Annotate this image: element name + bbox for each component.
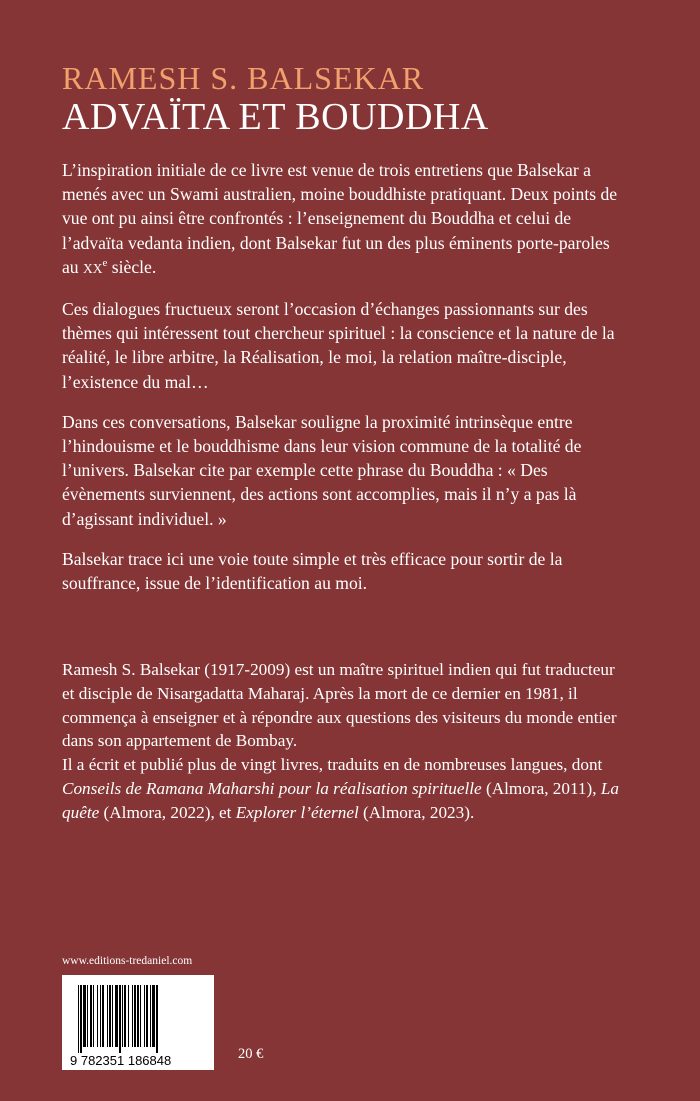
- barcode-bar: [122, 985, 123, 1047]
- barcode-bar: [134, 985, 136, 1047]
- bio-paragraph-1: Ramesh S. Balsekar (1917-2009) est un maître spirituel indien qui fut traducteur et disciple de Nisargadatta Maharaj. Après la mort de ce dernier en 1981, il commença à enseigner et à répondre aux questions des visiteurs du monde entier dans son appartement de Bombay.: [62, 660, 617, 751]
- barcode-bar: [115, 985, 118, 1047]
- barcode-bar: [119, 985, 121, 1053]
- book-title: ADVAÏTA ET BOUDDHA: [62, 96, 489, 138]
- barcode-bar: [87, 985, 88, 1047]
- barcode-bar: [100, 985, 101, 1047]
- barcode-bar: [137, 985, 139, 1047]
- barcode-bar: [107, 985, 108, 1047]
- publisher-website: www.editions-tredaniel.com: [62, 955, 193, 967]
- barcode-bar: [124, 985, 126, 1047]
- barcode-bar: [156, 985, 158, 1053]
- barcode-bar: [83, 985, 86, 1047]
- author-biography: [62, 658, 622, 825]
- bio-paragraph-2: Il a écrit et publié plus de vingt livres, traduits en de nombreuses langues, dont Conseils de Ramana Maharshi pour la réalisation spirituelle (Almora, 2011), La quête (Almora, 2022), et Explorer l’éternel (Almora, 2023).: [62, 755, 619, 822]
- barcode-bar: [80, 985, 82, 1053]
- barcode-bar: [93, 985, 94, 1047]
- century-superscript: e: [102, 256, 108, 269]
- price: 20 €: [238, 1046, 264, 1062]
- barcode-bar: [128, 985, 129, 1047]
- book-title-1: Conseils de Ramana Maharshi pour la réalisation spirituelle: [62, 778, 482, 798]
- barcode-bar: [97, 985, 98, 1047]
- isbn-barcode: [62, 975, 214, 1070]
- blurb-paragraph-4: Balsekar trace ici une voie toute simple et très efficace pour sortir de la souffrance, issue de l’identification au moi.: [62, 548, 563, 594]
- barcode-bar: [146, 985, 148, 1047]
- blurb-paragraph-3: Dans ces conversations, Balsekar souligne la proximité intrinsèque entre l’hindouisme et le bouddhisme dans leur vision commune de la totalité de l’univers. Balsekar cite par exemple cette phrase du Bouddha : « Des évènements surviennent, des actions sont accomplies, mais il n’y a pas là d’agissant individuel. »: [62, 411, 582, 529]
- barcode-bar: [112, 985, 113, 1047]
- blurb-paragraph-1: L’inspiration initiale de ce livre est venue de trois entretiens que Balsekar a menés avec un Swami australien, moine bouddhiste pratiquant. Deux points de vue ont pu ainsi être confrontés : l’enseignement du Bouddha et celui de l’advaïta vedanta indien, dont Balsekar fut un des plus éminents porte-paroles au XXe siècle.: [62, 160, 618, 277]
- barcode-bar: [144, 985, 145, 1047]
- isbn-number: 9 782351 186848: [70, 1053, 172, 1068]
- book-title-3: Explorer l’éternel: [235, 802, 359, 822]
- barcode-bar: [102, 985, 104, 1047]
- blurb: [62, 158, 622, 611]
- century-numeral: XX: [83, 260, 103, 276]
- book-title-2: La quête: [62, 778, 619, 822]
- barcode-bar: [78, 985, 79, 1053]
- barcode-bar: [140, 985, 141, 1047]
- author-name: RAMESH S. BALSEKAR: [62, 60, 425, 96]
- barcode-bar: [132, 985, 133, 1047]
- barcode-bar: [90, 985, 92, 1047]
- barcode-bar: [150, 985, 151, 1047]
- blurb-paragraph-2: Ces dialogues fructueux seront l’occasion d’échanges passionnants sur des thèmes qui intéressent tout chercheur spirituel : la conscience et la nature de la réalité, le libre arbitre, la Réalisation, le moi, la relation maître-disciple, l’existence du mal…: [62, 299, 615, 392]
- barcode-bar: [109, 985, 111, 1047]
- barcode-graphic: [62, 975, 214, 1070]
- barcode-bar: [152, 985, 155, 1047]
